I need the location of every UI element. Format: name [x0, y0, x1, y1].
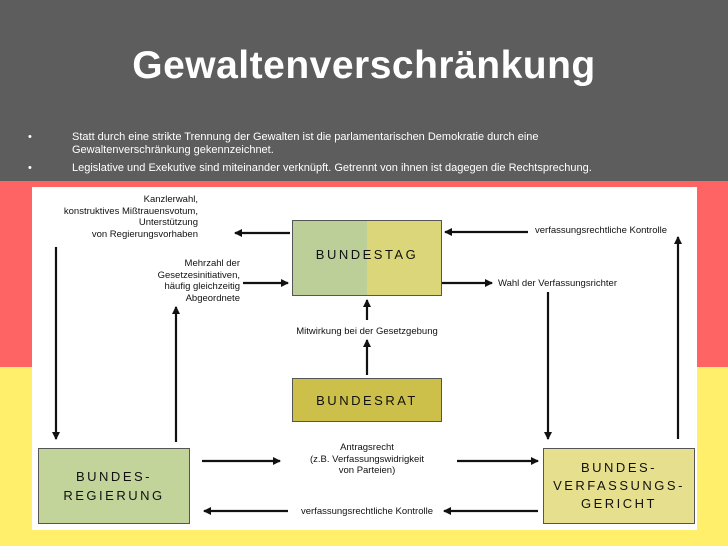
box-line: REGIERUNG [63, 488, 165, 503]
box-line: GERICHT [580, 496, 657, 511]
label-mitwirkung: Mitwirkung bei der Gesetzgebung [296, 326, 438, 337]
label-kontrolle-oben: verfassungsrechtliche Kontrolle [535, 225, 668, 236]
bundesregierung-box [38, 448, 190, 524]
label-line: Mehrzahl der [184, 258, 240, 269]
label-line: Unterstützung [138, 217, 198, 228]
box-line: BUNDES- [580, 460, 657, 475]
bundesverfassungsgericht-box [543, 448, 695, 524]
label-line: Kanzlerwahl, [143, 194, 198, 205]
label-line: Antragsrecht [340, 442, 394, 453]
label-line: von Parteien) [338, 465, 396, 476]
label-kontrolle-unten: verfassungsrechtliche Kontrolle [300, 506, 433, 517]
bundesverfassungsgericht-label [553, 459, 685, 513]
bundesrat-label: BUNDESRAT [316, 392, 418, 408]
label-line: von Regierungsvorhaben [91, 228, 198, 240]
label-line: (z.B. Verfassungswidrigkeit [309, 453, 425, 465]
box-line: BUNDES- [75, 469, 152, 484]
bullet-item [28, 131, 632, 157]
diagram-panel [32, 187, 697, 530]
box-line: VERFASSUNGS- [553, 478, 685, 493]
bullet-item [28, 162, 632, 175]
bundestag-label: BUNDESTAG [315, 247, 419, 262]
bullet-dot: • [28, 162, 32, 174]
bullet-text: Statt durch eine strikte Trennung der Gewalten ist die parlamentarischen Demokratie durch eine Gewaltenverschränkung gekennzeichnet. [72, 131, 539, 156]
label-line: häufig gleichzeitig [164, 281, 240, 292]
label-line: konstruktives Mißtrauensvotum, [63, 205, 198, 217]
label-wahl-richter: Wahl der Verfassungsrichter [498, 278, 617, 289]
slide-title: Gewaltenverschränkung [132, 44, 596, 87]
bundestag-box [292, 220, 442, 296]
label-antragsrecht [282, 442, 452, 477]
label-kanzlerwahl [38, 194, 198, 240]
label-gesetzesinitiativen [122, 258, 240, 304]
bundesrat-box [292, 378, 442, 422]
bullet-dot: • [28, 131, 32, 143]
bundesregierung-label [63, 467, 164, 505]
bullet-text: Legislative und Exekutive sind miteinander verknüpft. Getrennt von ihnen ist dagegen die Rechtsprechung. [72, 162, 592, 174]
label-line: Abgeordnete [185, 292, 240, 304]
label-line: Gesetzesinitiativen, [157, 269, 240, 281]
